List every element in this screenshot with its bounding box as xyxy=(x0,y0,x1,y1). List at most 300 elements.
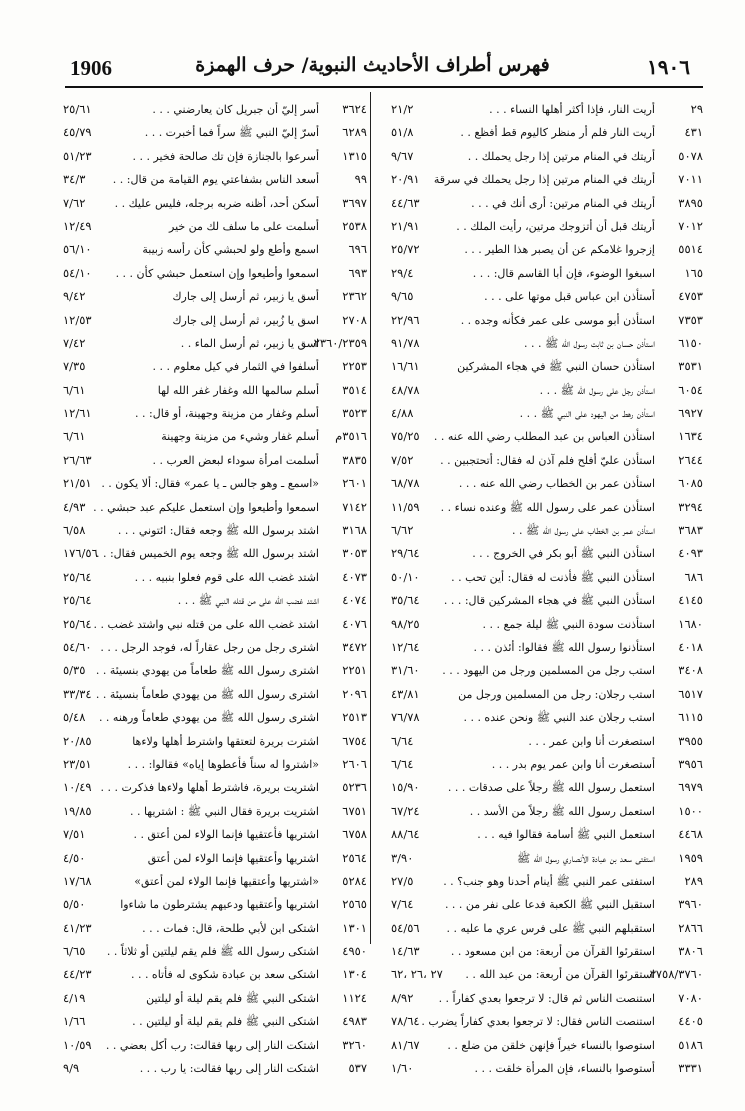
entry-hadith-text: أسلم غفار وشيء من مزينة وجهينة xyxy=(161,430,319,444)
entry-reference: ٢١/٩١ xyxy=(391,218,420,233)
entry-reference: ٦/٦٤ xyxy=(391,756,414,771)
entry-reference: ٢٠/٩١ xyxy=(391,172,420,187)
entry-hadith-number: ٦٧٥٨ xyxy=(342,827,367,842)
entry-hadith-text: استوصوا بالنساء خيراً فإنهن خلقن من ضلع . . xyxy=(447,1038,655,1052)
entry-reference: ٤/١٩ xyxy=(63,990,86,1005)
index-entry xyxy=(391,379,703,402)
entry-hadith-number: ٣٦٨٣ xyxy=(678,523,703,538)
entry-hadith-number: ٢٧٠٨ xyxy=(342,312,367,327)
entry-hadith-number: ٣٥١٤ xyxy=(342,382,367,397)
index-entry xyxy=(391,963,703,986)
index-entry xyxy=(391,168,703,191)
entry-hadith-text: اشتكى رسول الله ﷺ فلم يقم ليلتين أو ثلاثاً . . xyxy=(106,945,319,959)
entry-hadith-text: أريتك قبل أن أتزوجك مرتين، رأيت الملك . . xyxy=(456,219,655,233)
entry-hadith-text: اشتكت النار إلى ربها فقالت: يا رب . . . xyxy=(139,1062,319,1076)
index-entry xyxy=(63,893,367,916)
entry-hadith-number: ٣١٦٨ xyxy=(342,523,367,538)
entry-hadith-text: استفتى سعد بن عبادة الأنصاري رسول الله ﷺ xyxy=(517,851,655,865)
entry-hadith-number: ٥١٨٦ xyxy=(678,1037,703,1052)
entry-hadith-text: أسق يا زبير، ثم أرسل إلى جارك xyxy=(172,290,319,304)
entry-hadith-number: ٤٠٧٤ xyxy=(342,593,367,608)
entry-hadith-number: ٢٢٥٣ xyxy=(342,359,367,374)
index-entry xyxy=(391,238,703,261)
entry-reference: ٧/٥٢ xyxy=(391,452,414,467)
index-entry xyxy=(391,215,703,238)
entry-hadith-number: ٥٢٣٦ xyxy=(342,780,367,795)
index-entry xyxy=(391,659,703,682)
entry-reference: ٤/٥٠ xyxy=(63,850,86,865)
entry-reference: ٦/٦٤ xyxy=(391,733,414,748)
index-entry xyxy=(391,870,703,893)
entry-hadith-number: ١٩٥٩ xyxy=(678,850,703,865)
entry-reference: ٥١/٢٣ xyxy=(63,148,92,163)
entry-hadith-text: أسلمت على ما سلف لك من خير xyxy=(169,219,319,233)
entry-reference: ٥٦/١٠ xyxy=(63,242,92,257)
index-entry xyxy=(391,1010,703,1033)
header-rule xyxy=(65,86,703,88)
entry-reference: ٨٨/٦٤ xyxy=(391,827,420,842)
entry-hadith-text: استقرئوا القرآن من أربعة: من ابن مسعود . . xyxy=(450,945,655,959)
entry-hadith-text: أريت النار فلم أر منظر كاليوم قط أفظع . . xyxy=(460,126,655,140)
entry-reference: ٢٥/٦٤ xyxy=(63,569,92,584)
entry-hadith-number: ١١٢٤ xyxy=(342,990,367,1005)
entry-reference: ٩١/٧٨ xyxy=(391,335,420,350)
entry-reference: ٣١/٦٠ xyxy=(391,663,420,678)
index-entry xyxy=(63,332,367,355)
entry-hadith-text: استأذن عمر بن الخطاب على رسول الله ﷺ . . xyxy=(512,524,655,538)
entry-hadith-number: ٦٥١٧ xyxy=(678,686,703,701)
index-entry xyxy=(391,613,703,636)
index-entry xyxy=(391,1034,703,1057)
entry-hadith-number: ٤٠٧٣ xyxy=(342,569,367,584)
entry-hadith-number: ٤٤٦٨ xyxy=(678,827,703,842)
page-number-arabic: ١٩٠٦ xyxy=(647,55,690,79)
index-entry xyxy=(391,706,703,729)
index-entry xyxy=(391,355,703,378)
entry-reference: ١٤/٦٣ xyxy=(391,944,420,959)
entry-hadith-text: استعمل رسول الله ﷺ رجلاً على صدقات . . . xyxy=(447,781,655,795)
entry-reference: ٢٣/٥١ xyxy=(63,756,92,771)
entry-hadith-text: «اشتروا له سناً فأعطوها إياه» فقالوا: . . . xyxy=(127,757,319,771)
entry-hadith-text: استأذن رهط من اليهود على النبي ﷺ . . . xyxy=(519,407,655,421)
entry-hadith-number: ٣٥١٦م xyxy=(335,429,367,444)
index-entry xyxy=(391,425,703,448)
index-entry xyxy=(391,309,703,332)
entry-hadith-number: ٤٩٥٠ xyxy=(342,944,367,959)
entry-reference: ٢١/٥١ xyxy=(63,476,92,491)
entry-hadith-text: استأذن رجل على رسول الله ﷺ . . . xyxy=(539,383,655,397)
index-entry xyxy=(63,870,367,893)
entry-reference: ٥٠/١٠ xyxy=(391,569,420,584)
entry-hadith-text: استأذن حسان النبي ﷺ في هجاء المشركين xyxy=(457,360,655,374)
index-entry xyxy=(391,472,703,495)
entry-reference: ٨١/٦٧ xyxy=(391,1037,420,1052)
entry-hadith-text: اسمع وأطع ولو لحبشي كأن رأسه زبيبة xyxy=(142,243,319,257)
entry-reference: ٣٤/٣ xyxy=(63,172,86,187)
index-entry xyxy=(63,98,367,121)
entry-hadith-text: استأذن عمر على رسول الله ﷺ وعنده نساء . . xyxy=(440,500,655,514)
entry-hadith-number: ٤٣١ xyxy=(684,125,703,140)
entry-hadith-number: ٣٨٣٥ xyxy=(342,452,367,467)
entry-hadith-text: أسكن أحد، أظنه ضربه برجله، فليس عليك . . xyxy=(114,196,319,210)
entry-reference: ٢٩/٤ xyxy=(391,265,414,280)
entry-hadith-text: أسرّ إليّ النبي ﷺ سراً فما أخبرت . . . xyxy=(144,126,319,140)
entry-hadith-number: ٩٩ xyxy=(354,172,367,187)
entry-hadith-text: اشتريت بريرة، فاشترط أهلها ولاءها فذكرت . . . xyxy=(100,781,319,795)
entry-hadith-text: استأذنت سودة النبي ﷺ ليلة جمع . . . xyxy=(482,617,655,631)
entry-hadith-text: «اسمع ـ وهو جالس ـ يا عمر» فقال: ألا يكون . . xyxy=(101,477,319,491)
entry-reference: ٣٥/٦٤ xyxy=(391,593,420,608)
entry-hadith-text: أريت النار، فإذا أكثر أهلها النساء . . . xyxy=(489,103,655,116)
entry-hadith-text: أسعد الناس بشفاعتي يوم القيامة من قال: . . xyxy=(112,173,319,187)
index-entry xyxy=(63,402,367,425)
entry-hadith-text: اسق يا زبير، ثم أرسل الماء . . xyxy=(180,336,319,350)
entry-hadith-number: ١٦٣٤ xyxy=(678,429,703,444)
entry-hadith-number: ٧٠٨٠ xyxy=(678,990,703,1005)
entry-hadith-text: استأذن عمر بن الخطاب رضي الله عنه . . . xyxy=(458,477,655,491)
entry-reference: ٤٣/٨١ xyxy=(391,686,420,701)
entry-reference: ٥٤/١٠ xyxy=(63,265,92,280)
entry-reference: ٩/٤٢ xyxy=(63,289,86,304)
index-entry xyxy=(63,1057,367,1080)
index-entry xyxy=(391,566,703,589)
entry-hadith-text: اشتريها وأعتقيها فإنما الولاء لمن أعتق xyxy=(147,851,319,865)
entry-hadith-text: اسق يا زُبير، ثم أرسل إلى جارك xyxy=(172,313,319,327)
index-entry xyxy=(63,379,367,402)
entry-hadith-text: اشتد برسول الله ﷺ وجعه يوم الخميس فقال: . . xyxy=(95,547,319,561)
entry-hadith-text: استأذن النبي ﷺ فأذنت له فقال: أين تحب . . xyxy=(451,570,655,584)
entry-hadith-number: ٣٩٥٥ xyxy=(678,733,703,748)
entry-reference: ٧/٦٢ xyxy=(63,195,86,210)
entry-reference: ٢٥/٦١ xyxy=(63,102,92,116)
index-entry xyxy=(63,706,367,729)
index-entry xyxy=(63,472,367,495)
entry-hadith-number: ١٦٥ xyxy=(684,265,703,280)
index-entry xyxy=(391,776,703,799)
entry-hadith-number: ٥٠٧٨ xyxy=(678,148,703,163)
index-column-right xyxy=(391,98,703,1080)
entry-reference: ٦٧/٢٤ xyxy=(391,803,420,818)
index-entry xyxy=(391,917,703,940)
index-entry xyxy=(63,753,367,776)
entry-hadith-number: ٤١٤٥ xyxy=(678,593,703,608)
entry-reference: ١٢/٦٤ xyxy=(391,639,420,654)
entry-hadith-text: استنصت الناس فقال: لا ترجعوا بعدي كفاراً يضرب . xyxy=(421,1015,655,1029)
entry-hadith-number: ٤٤٠٥ xyxy=(678,1014,703,1029)
entry-reference: ٩/٦٧ xyxy=(391,148,414,163)
entry-reference: ١٩/٨٥ xyxy=(63,803,92,818)
column-divider xyxy=(370,92,371,944)
entry-reference: ٣٣/٣٤ xyxy=(63,686,92,701)
index-entry xyxy=(391,636,703,659)
entry-reference: ١/٦٠ xyxy=(391,1061,414,1076)
entry-hadith-text: اشترى رسول الله ﷺ من يهودي طعاماً ورهنه . . xyxy=(98,711,319,725)
entry-hadith-number: ٦٢٨٩ xyxy=(342,125,367,140)
entry-hadith-text: «اشتريها وأعتقيها فإنما الولاء لمن أعتق» xyxy=(134,874,319,888)
entry-hadith-number: ٣٨٠٦ xyxy=(678,944,703,959)
entry-hadith-text: اشتكى النبي ﷺ فلم يقم ليلة أو ليلتين xyxy=(146,991,319,1005)
index-entry xyxy=(63,449,367,472)
entry-hadith-number: ٧١٤٢ xyxy=(342,499,367,514)
entry-hadith-number: ٦١٥٠ xyxy=(678,335,703,350)
index-entry xyxy=(391,449,703,472)
index-entry xyxy=(63,730,367,753)
entry-reference: ٦/٦٢ xyxy=(391,523,414,538)
entry-reference: ٢٥/٦٤ xyxy=(63,616,92,631)
index-entry xyxy=(63,425,367,448)
entry-reference: ٢٩/٦٤ xyxy=(391,546,420,561)
entry-hadith-text: اشتريها وأعتقيها ودعيهم يشترطون ما شاءوا xyxy=(120,898,319,912)
entry-hadith-text: أسلم سالمها الله وغفار غفر الله لها xyxy=(157,383,319,397)
entry-reference: ٢٠/٨٥ xyxy=(63,733,92,748)
entry-reference: ٤٤/٦٣ xyxy=(391,195,420,210)
entry-hadith-text: استفتى عمر النبي ﷺ أينام أحدنا وهو جنب؟ . . xyxy=(443,874,655,888)
entry-hadith-number: ٧٣٥٣ xyxy=(678,312,703,327)
index-entry xyxy=(63,145,367,168)
entry-hadith-number: ٦٧٥٤ xyxy=(342,733,367,748)
entry-reference: ١٦/٦١ xyxy=(391,359,420,374)
entry-reference: ٢٧/٥ xyxy=(391,873,414,888)
index-entry xyxy=(391,332,703,355)
entry-hadith-number: ٦٩٦ xyxy=(348,242,367,257)
entry-hadith-number: ٣٠٥٣ xyxy=(342,546,367,561)
index-entry xyxy=(63,963,367,986)
entry-reference: ٢٦/٦٣ xyxy=(63,452,92,467)
entry-hadith-number: ٢٨٦٦ xyxy=(678,920,703,935)
entry-reference: ٤٥/٧٩ xyxy=(63,125,92,140)
entry-reference: ٤٤/٢٣ xyxy=(63,967,92,982)
index-entry xyxy=(63,847,367,870)
entry-reference: ٤٨/٧٨ xyxy=(391,382,420,397)
entry-hadith-text: استقرئوا القرآن من أربعة: من عبد الله . . xyxy=(465,968,655,982)
entry-hadith-text: أسلم وغفار من مزينة وجهينة، أو قال: . . xyxy=(135,407,319,421)
index-entry xyxy=(391,98,703,121)
entry-hadith-text: أستصغرت أنا وابن عمر يوم بدر . . . xyxy=(491,757,655,771)
entry-hadith-number: ٤٠٧٦ xyxy=(342,616,367,631)
entry-reference: ٧/٣٥ xyxy=(63,359,86,374)
index-entry xyxy=(63,238,367,261)
index-entry xyxy=(391,192,703,215)
entry-reference: ٢٢/٩٦ xyxy=(391,312,420,327)
entry-hadith-number: ٤٠١٨ xyxy=(678,639,703,654)
index-entry xyxy=(63,823,367,846)
entry-hadith-number: ١٣٠٤ xyxy=(342,967,367,982)
entry-hadith-number: ٣٧٥٨/٣٧٦٠ xyxy=(649,967,703,982)
entry-hadith-text: أريتك في المنام مرتين إذا رجل يحملك . . xyxy=(467,149,655,163)
index-entry xyxy=(391,402,703,425)
entry-reference: ٢١/٢ xyxy=(391,102,414,116)
entry-reference: ٦/٦٥ xyxy=(63,944,86,959)
entry-hadith-number: ٧٠١١ xyxy=(678,172,703,187)
index-entry xyxy=(63,917,367,940)
entry-hadith-number: ٣٩٦٠ xyxy=(678,897,703,912)
entry-hadith-text: استأذن عليّ أفلح فلم آذن له فقال: أتحتجبين . . xyxy=(440,453,655,467)
index-entry xyxy=(391,542,703,565)
entry-hadith-text: اشتريها فأعتقيها فإنما الولاء لمن أعتق . . xyxy=(133,828,319,842)
index-entry xyxy=(391,940,703,963)
entry-hadith-number: ٢٨٩ xyxy=(684,873,703,888)
index-entry xyxy=(391,823,703,846)
entry-reference: ٤١/٢٣ xyxy=(63,920,92,935)
index-entry xyxy=(391,145,703,168)
entry-hadith-number: ٥٢٨٤ xyxy=(342,873,367,888)
entry-hadith-number: ٣٦٢٤ xyxy=(342,102,367,116)
entry-reference: ٥٤/٥٦ xyxy=(391,920,420,935)
index-entry xyxy=(63,800,367,823)
entry-hadith-number: ٢٥٦٤ xyxy=(342,850,367,865)
entry-hadith-number: ٢٣٦٢ xyxy=(342,289,367,304)
entry-hadith-number: ٢٣٦٠/٢٣٥٩ xyxy=(313,335,367,350)
entry-reference: ٦/٦١ xyxy=(63,429,86,444)
entry-hadith-number: ٣٤٠٨ xyxy=(678,663,703,678)
entry-hadith-number: ٣٥٣١ xyxy=(678,359,703,374)
entry-reference: ٦/٦١ xyxy=(63,382,86,397)
entry-hadith-number: ٢٦٠٦ xyxy=(342,756,367,771)
index-entry xyxy=(391,589,703,612)
entry-hadith-number: ٣٦٩٧ xyxy=(342,195,367,210)
entry-reference: ١٠/٥٩ xyxy=(63,1037,92,1052)
entry-hadith-text: اشتكت النار إلى ربها فقالت: رب أكل بعضي . . xyxy=(105,1038,319,1052)
index-entry xyxy=(391,987,703,1010)
entry-hadith-text: استأذن النبي ﷺ في هجاء المشركين قال: . . . xyxy=(443,594,655,608)
entry-reference: ٥٤/٦٠ xyxy=(63,639,92,654)
entry-hadith-text: استقبل النبي ﷺ الكعبة فدعا على نفر من . . . xyxy=(444,898,655,912)
entry-hadith-text: اشترى رسول الله ﷺ من يهودي طعاماً بنسيئة . . xyxy=(95,687,319,701)
index-entry xyxy=(63,776,367,799)
entry-hadith-text: اشتكى ابن لأبي طلحة، قال: فمات . . . xyxy=(142,921,319,935)
index-entry xyxy=(391,730,703,753)
entry-reference: ٢٥/٧٢ xyxy=(391,242,420,257)
entry-hadith-number: ٢٥٦٥ xyxy=(342,897,367,912)
entry-reference: ٥/٤٨ xyxy=(63,710,86,725)
entry-hadith-text: استب رجلان: رجل من المسلمين ورجل من xyxy=(458,687,655,701)
entry-hadith-number: ٧٠١٢ xyxy=(678,218,703,233)
entry-reference: ٢٧ ،٢٦ ،٦٢ xyxy=(391,967,443,982)
index-entry xyxy=(63,496,367,519)
index-entry xyxy=(391,262,703,285)
entry-hadith-text: استعمل رسول الله ﷺ رجلاً من الأسد . . xyxy=(469,804,655,818)
entry-reference: ٧٥/٢٥ xyxy=(391,429,420,444)
entry-hadith-text: استقبلهم النبي ﷺ على فرس عري ما عليه . . xyxy=(446,921,655,935)
entry-hadith-number: ٥٥١٤ xyxy=(678,242,703,257)
entry-reference: ٤/٨٨ xyxy=(391,406,414,421)
entry-reference: ٥/٥٠ xyxy=(63,897,86,912)
index-entry xyxy=(63,659,367,682)
index-entry xyxy=(63,613,367,636)
entry-reference: ٨/٩٢ xyxy=(391,990,414,1005)
entry-hadith-text: استأذنوا رسول الله ﷺ فقالوا: أئذن . . . xyxy=(473,640,655,654)
entry-hadith-number: ١٣٠١ xyxy=(342,920,367,935)
entry-reference: ٦/٥٨ xyxy=(63,523,86,538)
entry-hadith-text: اشترى رسول الله ﷺ طعاماً من يهودي بنسيئة . . xyxy=(95,664,319,678)
entry-hadith-text: أستأذن ابن عباس قبل موتها على . . . xyxy=(484,290,655,304)
entry-hadith-text: اسمعوا وأطيعوا وإن استعمل حبشي كأن . . . xyxy=(115,266,319,280)
entry-hadith-number: ٢٦٤٤ xyxy=(678,452,703,467)
entry-hadith-text: استأذن النبي ﷺ أبو بكر في الخروج . . . xyxy=(472,547,655,561)
entry-reference: ٦٨/٧٨ xyxy=(391,476,420,491)
entry-hadith-text: اشتد غضب الله على قوم فعلوا بنبيه . . . xyxy=(134,570,319,584)
index-entry xyxy=(63,1034,367,1057)
entry-hadith-number: ٦٩٧٩ xyxy=(678,780,703,795)
entry-hadith-number: ٣٣٣١ xyxy=(678,1061,703,1076)
index-entry xyxy=(391,893,703,916)
entry-hadith-text: استأذن أبو موسى على عمر فكأنه وجده . . xyxy=(460,313,655,327)
index-entry xyxy=(391,496,703,519)
index-entry xyxy=(63,192,367,215)
entry-reference: ١٥/٩٠ xyxy=(391,780,420,795)
index-entry xyxy=(63,636,367,659)
entry-hadith-number: ٢٥٣٨ xyxy=(342,218,367,233)
entry-reference: ٧٦/٧٨ xyxy=(391,710,420,725)
index-entry xyxy=(63,168,367,191)
entry-hadith-text: استأذن العباس بن عبد المطلب رضي الله عنه . . xyxy=(433,430,655,444)
entry-reference: ٩٨/٢٥ xyxy=(391,616,420,631)
index-entry xyxy=(391,683,703,706)
entry-hadith-number: ٢٠٩٦ xyxy=(342,686,367,701)
entry-hadith-text: اشتكى النبي ﷺ فلم يقم ليلة أو ليلتين . . xyxy=(132,1015,319,1029)
entry-hadith-text: استأذن حسان بن ثابت رسول الله ﷺ . . . xyxy=(524,336,655,350)
entry-hadith-number: ١٥٠٠ xyxy=(678,803,703,818)
entry-reference: ٣/٩٠ xyxy=(391,850,414,865)
entry-hadith-number: ٤٠٩٣ xyxy=(678,546,703,561)
entry-hadith-number: ٦١١٥ xyxy=(678,710,703,725)
entry-hadith-number: ٣٩٥٦ xyxy=(678,756,703,771)
entry-hadith-number: ٤٧٥٣ xyxy=(678,289,703,304)
entry-reference: ٢٥/٦٤ xyxy=(63,593,92,608)
entry-hadith-text: اشترى رجل من رجل عقاراً له، فوجد الرجل . . . xyxy=(100,640,319,654)
entry-hadith-number: ٤٩٨٣ xyxy=(342,1014,367,1029)
index-entry xyxy=(391,800,703,823)
entry-hadith-text: إزجروا غلامكم عن أن يصبر هذا الطير . . . xyxy=(464,243,655,257)
entry-hadith-text: استب رجلان عند النبي ﷺ ونحن عنده . . . xyxy=(463,711,655,725)
entry-reference: ١٠/٤٩ xyxy=(63,780,92,795)
index-entry xyxy=(391,285,703,308)
index-entry xyxy=(63,566,367,589)
entry-reference: ٧/٦٤ xyxy=(391,897,414,912)
index-entry xyxy=(63,542,367,565)
entry-reference: ١٢/٥٣ xyxy=(63,312,92,327)
entry-reference: ٧/٥١ xyxy=(63,827,86,842)
index-column-left xyxy=(63,98,367,1080)
entry-hadith-number: ١٣١٥ xyxy=(342,148,367,163)
entry-hadith-number: ٢٩ xyxy=(690,102,703,116)
entry-hadith-text: استب رجل من المسلمين ورجل من اليهود . . . xyxy=(442,664,655,678)
index-entry xyxy=(63,1010,367,1033)
entry-hadith-number: ٢٦٠١ xyxy=(342,476,367,491)
entry-hadith-text: اشترت بريرة لتعتقها واشترط أهلها ولاءها xyxy=(132,734,319,748)
entry-hadith-text: اشتد غضب الله على من قتله نبي واشتد غضب . . xyxy=(93,617,319,631)
entry-reference: ١٢/٦١ xyxy=(63,406,92,421)
index-entry xyxy=(63,940,367,963)
entry-hadith-text: اشتكى سعد بن عبادة شكوى له فأتاه . . . xyxy=(130,968,319,982)
entry-hadith-text: اسبغوا الوضوء، فإن أبا القاسم قال: . . . xyxy=(472,266,655,280)
entry-hadith-text: استعمل النبي ﷺ أسامة فقالوا فيه . . . xyxy=(477,828,655,842)
entry-reference: ٧/٤٢ xyxy=(63,335,86,350)
entry-hadith-text: أريتك في المنام مرتين: أرى أنك في . . . xyxy=(471,196,655,210)
index-entry xyxy=(63,987,367,1010)
entry-hadith-number: ١٦٨٠ xyxy=(678,616,703,631)
entry-hadith-number: ٦٩٣ xyxy=(348,265,367,280)
entry-hadith-number: ٣٨٩٥ xyxy=(678,195,703,210)
entry-hadith-number: ٦٧٥١ xyxy=(342,803,367,818)
page-title: فهرس أطراف الأحاديث النبوية/ حرف الهمزة xyxy=(195,54,550,76)
entry-hadith-number: ٣٤٧٢ xyxy=(342,639,367,654)
entry-hadith-number: ٢٥١٣ xyxy=(342,710,367,725)
index-entry xyxy=(63,285,367,308)
entry-hadith-text: اشتد برسول الله ﷺ وجعه فقال: ائتوني . . . xyxy=(117,524,319,538)
entry-hadith-number: ٦٠٨٥ xyxy=(678,476,703,491)
index-entry xyxy=(391,121,703,144)
